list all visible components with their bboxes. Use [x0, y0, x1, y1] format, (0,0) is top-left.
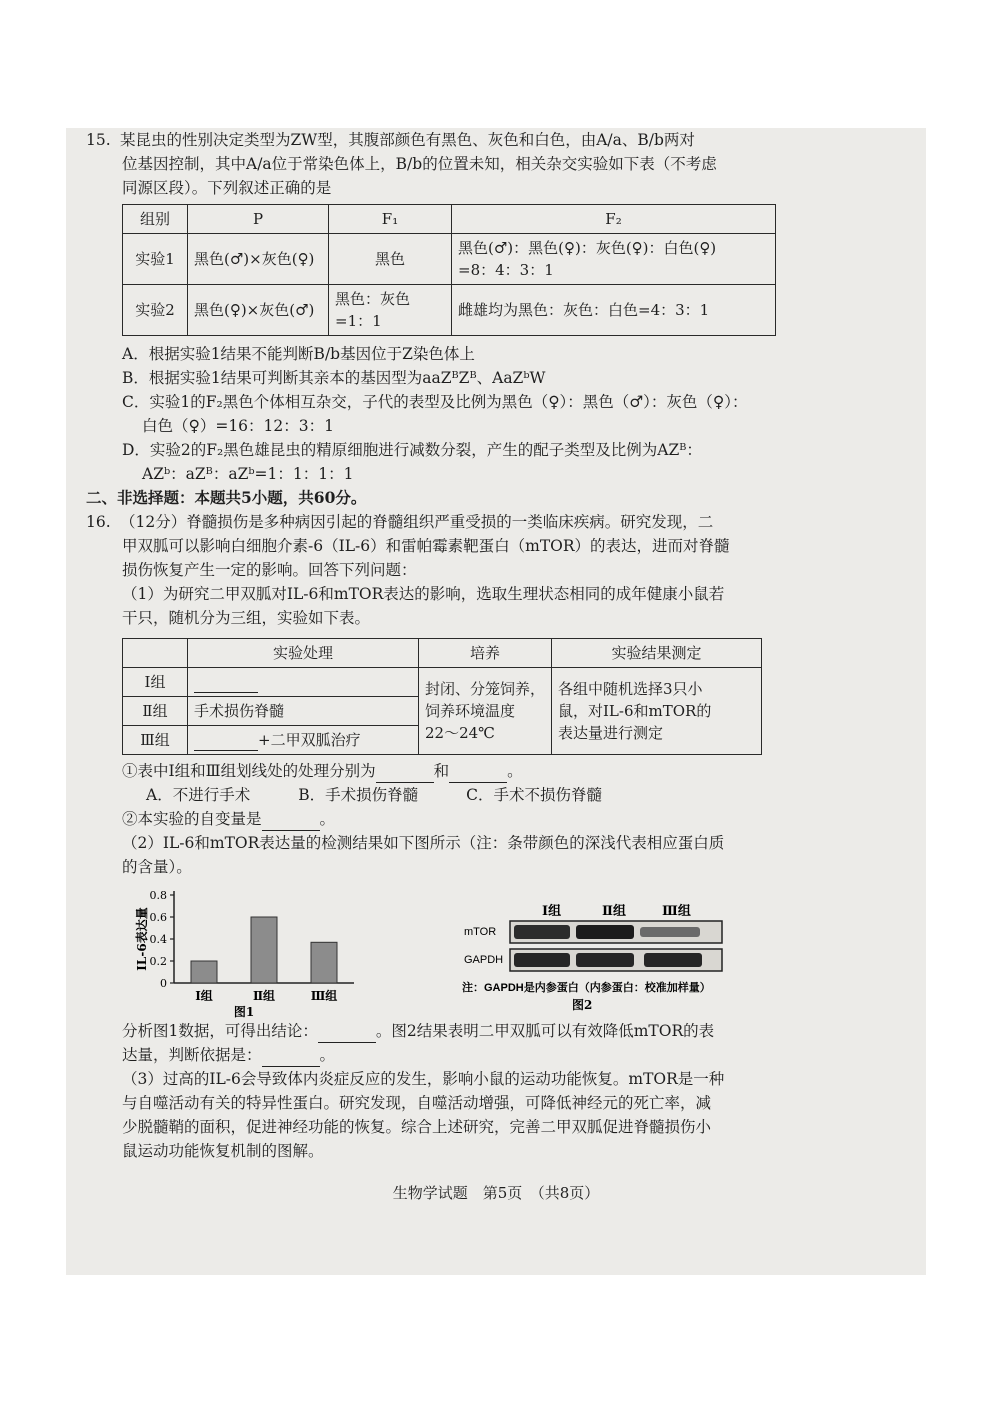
table-cell-line: 黑色(♂)：黑色(♀)：灰色(♀)：白色(♀): [458, 239, 717, 257]
gapdh-band-1: [514, 953, 570, 967]
mtor-band-1: [514, 925, 570, 939]
page-content: [86, 128, 906, 1205]
table-cell: [552, 668, 762, 755]
q15-cross-table: [122, 204, 776, 336]
choice-a: A．不进行手术: [146, 786, 251, 804]
subq-text: 和: [433, 762, 450, 780]
table-row: [123, 639, 762, 668]
fig2-group-label: Ⅲ组: [662, 904, 691, 919]
answer-blank[interactable]: [449, 766, 507, 783]
page-footer: 生物学试题 第5页 （共8页）: [392, 1184, 600, 1202]
x-tick-label: Ⅲ组: [310, 989, 338, 1003]
table-header-cell: F₁: [329, 205, 452, 234]
table-header-cell: 实验结果测定: [552, 639, 762, 668]
table-row: [123, 234, 776, 285]
gapdh-band-3: [644, 953, 702, 967]
q15-options: [86, 342, 906, 486]
table-cell-line: 表达量进行测定: [558, 724, 664, 742]
fig1-caption: 图1: [233, 1005, 255, 1019]
y-tick-label: 0: [160, 977, 167, 990]
exam-page: [66, 128, 926, 1275]
answer-blank[interactable]: [194, 734, 258, 751]
q15-option-a: A．根据实验1结果不能判断B/b基因位于Z染色体上: [122, 345, 475, 363]
table-header-cell: F₂: [452, 205, 776, 234]
q16-part1-line-2: 干只，随机分为三组，实验如下表。: [122, 609, 371, 627]
table-row: [123, 668, 762, 697]
fig2-group-label: Ⅰ组: [542, 904, 562, 919]
q16-part2-line-2: 的含量）。: [122, 858, 192, 876]
table-cell: 黑色(♂)×灰色(♀): [188, 234, 329, 285]
mtor-band-2: [576, 925, 634, 939]
q15-option-d-cont: AZᵇ：aZᴮ：aZᵇ=1：1：1：1: [142, 465, 354, 483]
fig2-note: 注：GAPDH是内参蛋白（内参蛋白：校准加样量）: [462, 982, 711, 994]
table-cell-line: 饲养环境温度: [425, 702, 516, 720]
table-header-cell: 实验处理: [188, 639, 419, 668]
table-cell: 黑色：灰色=1：1: [329, 285, 452, 336]
table-cell-line: =8：4：3：1: [458, 261, 554, 279]
q15-number: 15.: [86, 131, 111, 149]
analysis-text: 达量，判断依据是：: [122, 1046, 262, 1064]
answer-blank[interactable]: [194, 676, 258, 693]
table-cell: [188, 668, 419, 697]
bar: [311, 942, 337, 983]
figure-2-western-blot: [462, 879, 822, 1019]
table-cell: [452, 234, 776, 285]
q16-part3-line-1: （3）过高的IL-6会导致体内炎症反应的发生，影响小鼠的运动功能恢复。mTOR是一种: [122, 1070, 725, 1088]
table-cell: 雌雄均为黑色：灰色：白色=4：3：1: [452, 285, 776, 336]
bar: [191, 961, 217, 983]
y-tick-label: 0.2: [149, 955, 167, 968]
figures-row: [122, 879, 906, 1019]
answer-blank[interactable]: [318, 1026, 376, 1043]
gapdh-band-2: [576, 953, 634, 967]
choice-c: C．手术不损伤脊髓: [466, 786, 602, 804]
subq-text: 。: [507, 762, 523, 780]
table-cell-line: 22～24℃: [425, 724, 495, 742]
fig2-row-label: GAPDH: [464, 954, 504, 966]
y-tick-label: 0.4: [149, 933, 167, 946]
fig2-group-label: Ⅱ组: [602, 904, 626, 919]
figure-1-bar-chart: [132, 879, 432, 1019]
analysis-text: 分析图1数据，可得出结论：: [122, 1022, 318, 1040]
table-cell-line: 各组中随机选择3只小: [558, 680, 703, 698]
treatment-text: +二甲双胍治疗: [258, 731, 361, 749]
q15-option-c-cont: 白色（♀）=16：12：3：1: [142, 417, 334, 435]
analysis-text: 。: [319, 1046, 336, 1064]
q16-part2-line-1: （2）IL-6和mTOR表达量的检测结果如下图所示（注：条带颜色的深浅代表相应蛋白质: [122, 834, 725, 852]
table-cell: Ⅱ组: [123, 697, 188, 726]
bar: [251, 917, 277, 983]
x-tick-label: Ⅱ组: [252, 989, 276, 1003]
q15-stem-text-1: 某昆虫的性别决定类型为ZW型，其腹部颜色有黑色、灰色和白色，由A/a、B/b两对: [120, 131, 695, 149]
table-header-cell: P: [188, 205, 329, 234]
q16-number: 16.: [86, 513, 111, 531]
fig2-caption: 图2: [572, 998, 593, 1012]
fig2-row-label: mTOR: [464, 926, 497, 938]
analysis-text: 。图2结果表明二甲双胍可以有效降低mTOR的表: [375, 1022, 715, 1040]
q15-option-b: B．根据实验1结果可判断其亲本的基因型为aaZᴮZᴮ、AaZᵇW: [122, 369, 546, 387]
q16-part3-line-4: 鼠运动功能恢复机制的图解。: [122, 1142, 324, 1160]
subq-text: ①表中Ⅰ组和Ⅲ组划线处的处理分别为: [122, 762, 376, 780]
q16-stem-line-2: 甲双胍可以影响白细胞介素-6（IL-6）和雷帕霉素靶蛋白（mTOR）的表达，进而对脊髓: [122, 537, 730, 555]
table-cell: 黑色(♀)×灰色(♂): [188, 285, 329, 336]
answer-blank[interactable]: [376, 766, 434, 783]
y-tick-label: 0.6: [149, 911, 167, 924]
table-cell: 实验2: [123, 285, 188, 336]
q16-subq-2: [86, 807, 906, 831]
q15-stem-line-3: 同源区段）。下列叙述正确的是: [122, 179, 332, 197]
table-cell: [419, 668, 552, 755]
answer-blank[interactable]: [262, 814, 320, 831]
answer-blank[interactable]: [262, 1050, 320, 1067]
table-cell: 实验1: [123, 234, 188, 285]
q16-part3-line-3: 少脱髓鞘的面积，促进神经功能的恢复。综合上述研究，完善二甲双胍促进脊髓损伤小: [122, 1118, 712, 1136]
mtor-band-3: [640, 927, 700, 937]
q16-subq-1: [86, 759, 906, 783]
table-header-cell: 组别: [123, 205, 188, 234]
table-row: [123, 205, 776, 234]
q16-stem-line-1: [86, 510, 906, 534]
q16-choices: [86, 783, 906, 807]
q16-part3-line-2: 与自噬活动有关的特异性蛋白。研究发现，自噬活动增强，可降低神经元的死亡率，减: [122, 1094, 712, 1112]
x-tick-label: Ⅰ组: [195, 989, 213, 1003]
table-header-cell: [123, 639, 188, 668]
q15-stem-line-1: [86, 128, 906, 152]
table-cell: [188, 726, 419, 755]
q16-stem-line-3: 损伤恢复产生一定的影响。回答下列问题：: [122, 561, 417, 579]
q15-option-c: C．实验1的F₂黑色个体相互杂交，子代的表型及比例为黑色（♀）：黑色（♂）：灰色（♀）：: [122, 393, 748, 411]
y-axis-label: IL-6表达量: [135, 907, 149, 971]
table-header-cell: 培养: [419, 639, 552, 668]
q16-experiment-table: [122, 638, 762, 755]
table-cell: Ⅰ组: [123, 668, 188, 697]
table-cell-line: 鼠，对IL-6和mTOR的: [558, 702, 712, 720]
section-2-heading: 二、非选择题：本题共5小题，共60分。: [86, 488, 367, 507]
table-cell-line: 封闭、分笼饲养，: [425, 680, 546, 698]
choice-b: B．手术损伤脊髓: [298, 786, 419, 804]
table-cell: Ⅲ组: [123, 726, 188, 755]
q16-stem-text-1: （12分）脊髓损伤是多种病因引起的脊髓组织严重受损的一类临床疾病。研究发现，二: [120, 513, 714, 531]
table-row: [123, 285, 776, 336]
table-cell: 手术损伤脊髓: [188, 697, 419, 726]
subq-text: ②本实验的自变量是: [122, 810, 262, 828]
q16-analysis-line-2: [86, 1043, 906, 1067]
q16-analysis-line-1: [86, 1019, 906, 1043]
q15-option-d: D．实验2的F₂黑色雄昆虫的精原细胞进行减数分裂，产生的配子类型及比例为AZᴮ：: [122, 441, 702, 459]
subq-text: 。: [319, 810, 336, 828]
q16-part1-line-1: （1）为研究二甲双胍对IL-6和mTOR表达的影响，选取生理状态相同的成年健康小鼠若: [122, 585, 725, 603]
y-tick-label: 0.8: [149, 889, 167, 902]
q15-stem-line-2: 位基因控制，其中A/a位于常染色体上，B/b的位置未知，相关杂交实验如下表（不考虑: [122, 155, 717, 173]
table-cell: 黑色: [329, 234, 452, 285]
